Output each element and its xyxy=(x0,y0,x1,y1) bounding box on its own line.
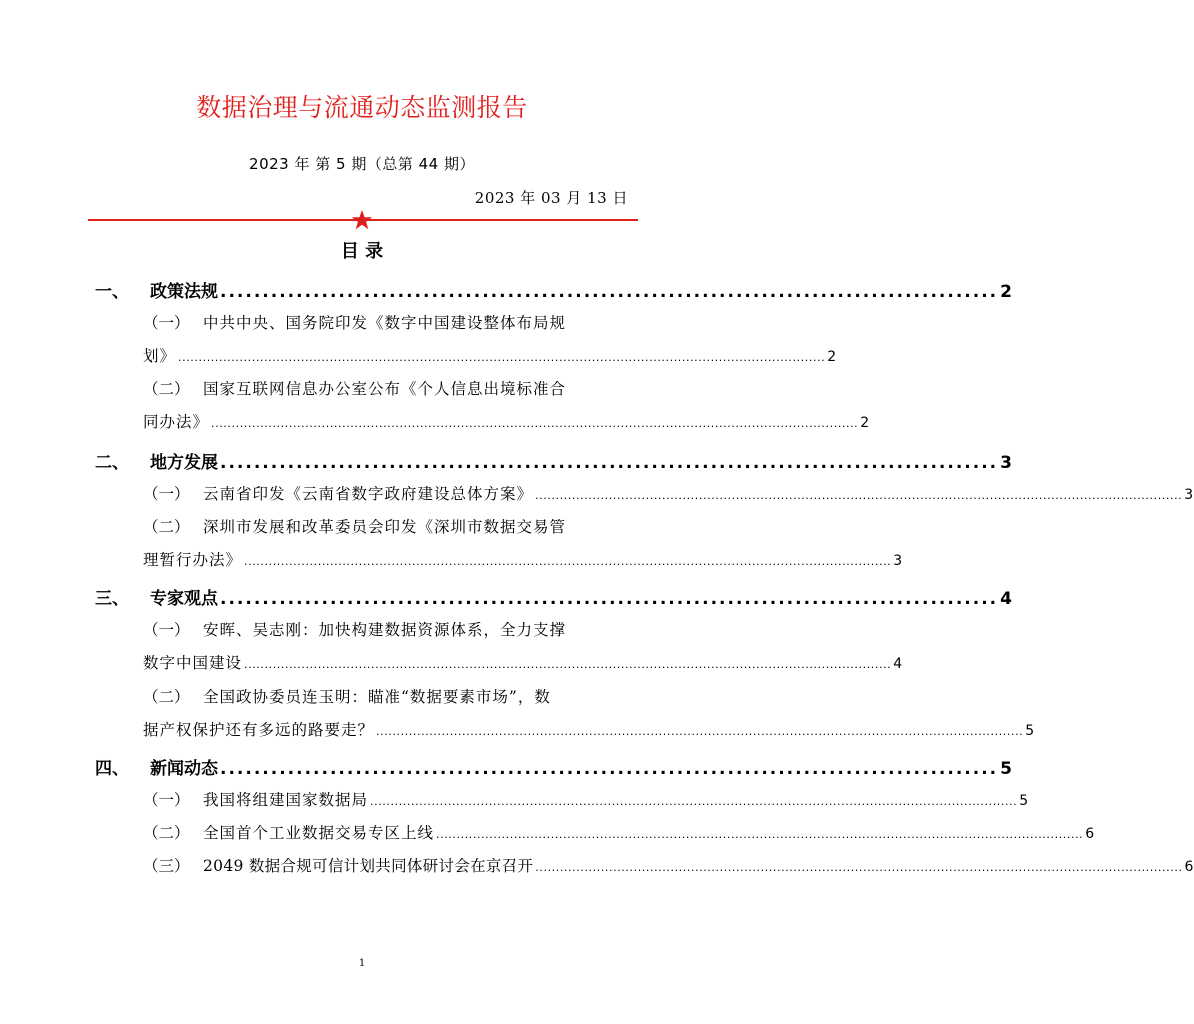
toc-item-continued[interactable] xyxy=(143,651,904,673)
item-title: 国家互联网信息办公室公布《个人信息出境标准合 xyxy=(203,380,567,398)
toc-section[interactable] xyxy=(95,277,1012,302)
section-page: 3 xyxy=(1000,453,1012,473)
toc-item-continued[interactable] xyxy=(143,410,871,432)
item-title-continued: 数字中国建设 xyxy=(143,654,243,672)
leader-dots: ............................................................................................ xyxy=(220,453,999,473)
item-title: 安晖、吴志刚：加快构建数据资源体系，全力支撑 xyxy=(203,621,567,639)
toc-item[interactable] xyxy=(143,377,631,399)
item-title-continued: 据产权保护还有多远的路要走？ xyxy=(143,721,375,739)
toc-item[interactable] xyxy=(143,854,1194,876)
item-number: （一） xyxy=(143,621,190,639)
toc-title: 目 录 xyxy=(340,241,384,262)
toc-section[interactable] xyxy=(95,448,1012,473)
item-title: 深圳市发展和改革委员会印发《深圳市数据交易管 xyxy=(203,518,567,536)
section-title: 政策法规 xyxy=(150,282,218,302)
section-title: 新闻动态 xyxy=(150,759,218,779)
item-page: 3 xyxy=(893,553,904,569)
item-number: （二） xyxy=(143,688,190,706)
issue-number: 2023 年 第 5 期（总第 44 期） xyxy=(249,155,475,173)
leader-dots: .............................................................................................................................................................. xyxy=(436,828,1084,841)
section-page: 2 xyxy=(1000,282,1012,302)
item-number: （二） xyxy=(143,824,190,842)
item-page: 2 xyxy=(827,349,838,365)
toc-item[interactable] xyxy=(143,685,631,707)
item-title: 我国将组建国家数据局 xyxy=(203,791,369,809)
leader-dots: ............................................................................................ xyxy=(220,759,999,779)
item-page: 2 xyxy=(860,415,871,431)
leader-dots: .............................................................................................................................................................. xyxy=(535,489,1183,502)
section-number: 二、 xyxy=(95,453,129,473)
page-number: 1 xyxy=(358,958,366,969)
report-title: 数据治理与流通动态监测报告 xyxy=(196,93,528,122)
leader-dots: .............................................................................................................................................................. xyxy=(211,417,859,430)
item-page: 5 xyxy=(1025,723,1036,739)
leader-dots: .............................................................................................................................................................. xyxy=(535,861,1183,874)
item-page: 6 xyxy=(1184,859,1194,875)
toc-item[interactable] xyxy=(143,821,1096,843)
item-number: （二） xyxy=(143,380,190,398)
leader-dots: .............................................................................................................................................................. xyxy=(244,555,892,568)
section-number: 三、 xyxy=(95,589,129,609)
toc-item[interactable] xyxy=(143,482,1194,504)
item-number: （一） xyxy=(143,314,190,332)
toc-item-continued[interactable] xyxy=(143,718,1036,740)
leader-dots: ............................................................................................ xyxy=(220,282,999,302)
item-number: （二） xyxy=(143,518,190,536)
section-number: 一、 xyxy=(95,282,129,302)
item-title: 2049 数据合规可信计划共同体研讨会在京召开 xyxy=(203,857,534,875)
item-page: 5 xyxy=(1019,793,1030,809)
section-title: 地方发展 xyxy=(150,453,218,473)
leader-dots: .............................................................................................................................................................. xyxy=(178,351,826,364)
toc-item[interactable] xyxy=(143,788,1030,810)
toc-item-continued[interactable] xyxy=(143,344,838,366)
section-number: 四、 xyxy=(95,759,129,779)
toc-section[interactable] xyxy=(95,584,1012,609)
item-title: 中共中央、国务院印发《数字中国建设整体布局规 xyxy=(203,314,567,332)
section-title: 专家观点 xyxy=(150,589,218,609)
item-title: 云南省印发《云南省数字政府建设总体方案》 xyxy=(203,485,534,503)
leader-dots: .............................................................................................................................................................. xyxy=(244,658,892,671)
toc-item[interactable] xyxy=(143,618,631,640)
item-page: 4 xyxy=(893,656,904,672)
toc-item-continued[interactable] xyxy=(143,548,904,570)
leader-dots: ............................................................................................ xyxy=(220,589,999,609)
item-number: （一） xyxy=(143,485,190,503)
item-number: （三） xyxy=(143,857,190,875)
toc-item[interactable] xyxy=(143,311,631,333)
section-page: 5 xyxy=(1000,759,1012,779)
issue-date: 2023 年 03 月 13 日 xyxy=(474,189,628,207)
section-page: 4 xyxy=(1000,589,1012,609)
item-title-continued: 划》 xyxy=(143,347,177,365)
item-title-continued: 理暂行办法》 xyxy=(143,551,243,569)
item-number: （一） xyxy=(143,791,190,809)
red-star-icon xyxy=(351,209,373,231)
item-title: 全国政协委员连玉明：瞄准“数据要素市场”，数 xyxy=(203,688,551,706)
item-title-continued: 同办法》 xyxy=(143,413,210,431)
leader-dots: .............................................................................................................................................................. xyxy=(370,795,1018,808)
leader-dots: .............................................................................................................................................................. xyxy=(376,725,1024,738)
item-page: 6 xyxy=(1085,826,1096,842)
toc-section[interactable] xyxy=(95,754,1012,779)
item-title: 全国首个工业数据交易专区上线 xyxy=(203,824,435,842)
item-page: 3 xyxy=(1184,487,1194,503)
toc-item[interactable] xyxy=(143,515,631,537)
